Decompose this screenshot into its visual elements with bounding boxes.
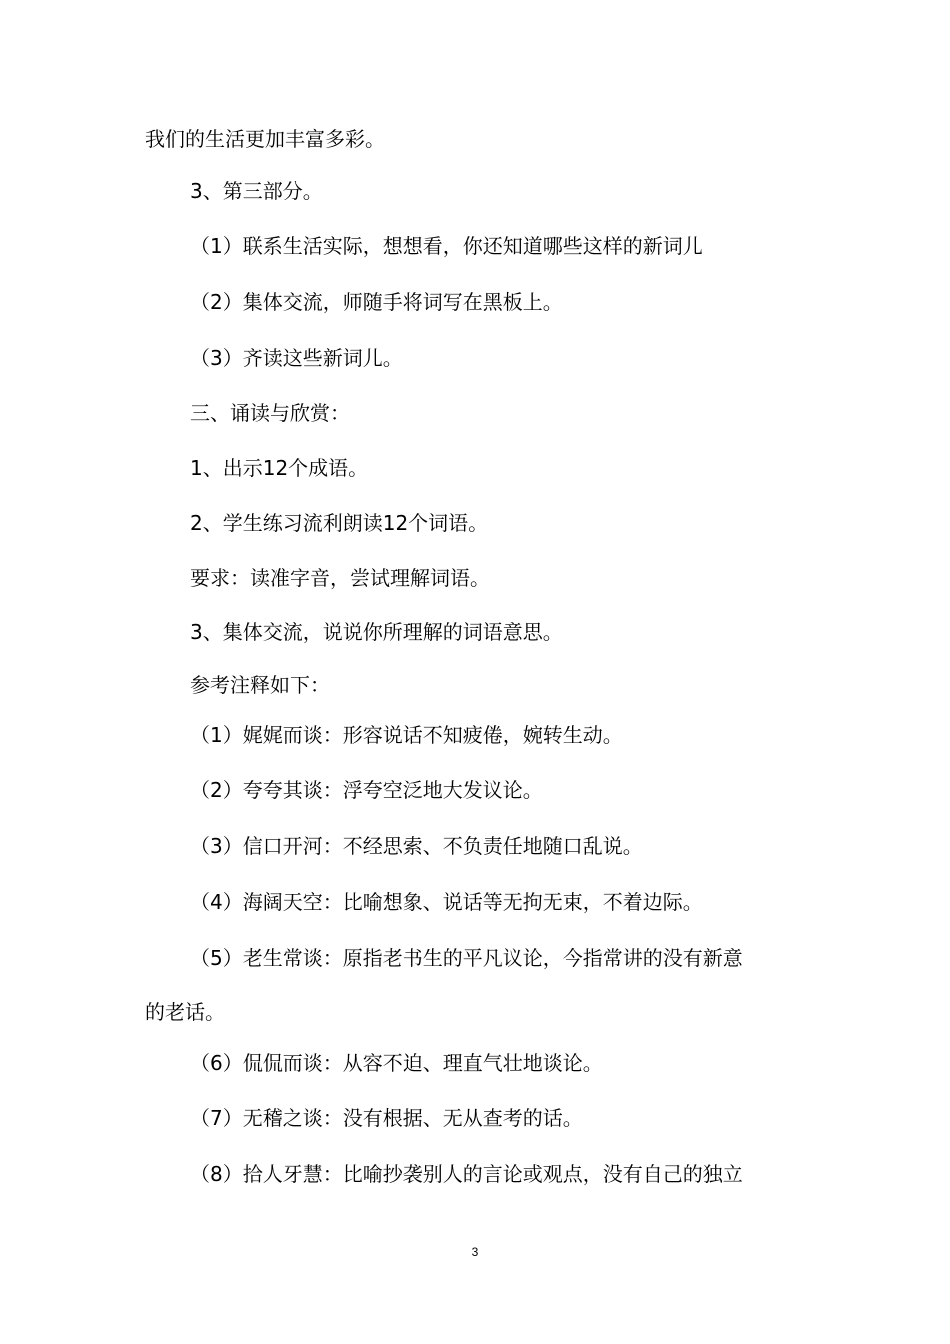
section-heading: 三、诵读与欣赏： bbox=[190, 401, 350, 425]
text-line: 我们的生活更加丰富多彩。 bbox=[145, 127, 385, 151]
text-line: 2、学生练习流利朗读12个词语。 bbox=[190, 511, 489, 535]
definition-item: （7）无稽之谈：没有根据、无从查考的话。 bbox=[190, 1106, 583, 1130]
section-heading: 3、第三部分。 bbox=[190, 179, 323, 203]
list-item: （2）集体交流，师随手将词写在黑板上。 bbox=[190, 290, 563, 314]
definition-item: （4）海阔天空：比喻想象、说话等无拘无束，不着边际。 bbox=[190, 890, 703, 914]
definition-item: （1）娓娓而谈：形容说话不知疲倦，婉转生动。 bbox=[190, 723, 623, 747]
definition-item: （2）夸夸其谈：浮夸空泛地大发议论。 bbox=[190, 778, 543, 802]
text-line: 参考注释如下： bbox=[190, 673, 330, 697]
text-line: 的老话。 bbox=[145, 1000, 225, 1024]
page-number: 3 bbox=[471, 1245, 479, 1259]
list-item: （1）联系生活实际，想想看，你还知道哪些这样的新词儿 bbox=[190, 234, 703, 258]
list-item: （3）齐读这些新词儿。 bbox=[190, 346, 403, 370]
text-line: 要求：读准字音，尝试理解词语。 bbox=[190, 566, 490, 590]
definition-item: （3）信口开河：不经思索、不负责任地随口乱说。 bbox=[190, 834, 643, 858]
definition-item: （6）侃侃而谈：从容不迫、理直气壮地谈论。 bbox=[190, 1051, 603, 1075]
text-line: 3、集体交流，说说你所理解的词语意思。 bbox=[190, 620, 563, 644]
definition-item: （8）拾人牙慧：比喻抄袭别人的言论或观点，没有自己的独立 bbox=[190, 1162, 743, 1186]
definition-item: （5）老生常谈：原指老书生的平凡议论，今指常讲的没有新意 bbox=[190, 946, 743, 970]
text-line: 1、出示12个成语。 bbox=[190, 456, 369, 480]
